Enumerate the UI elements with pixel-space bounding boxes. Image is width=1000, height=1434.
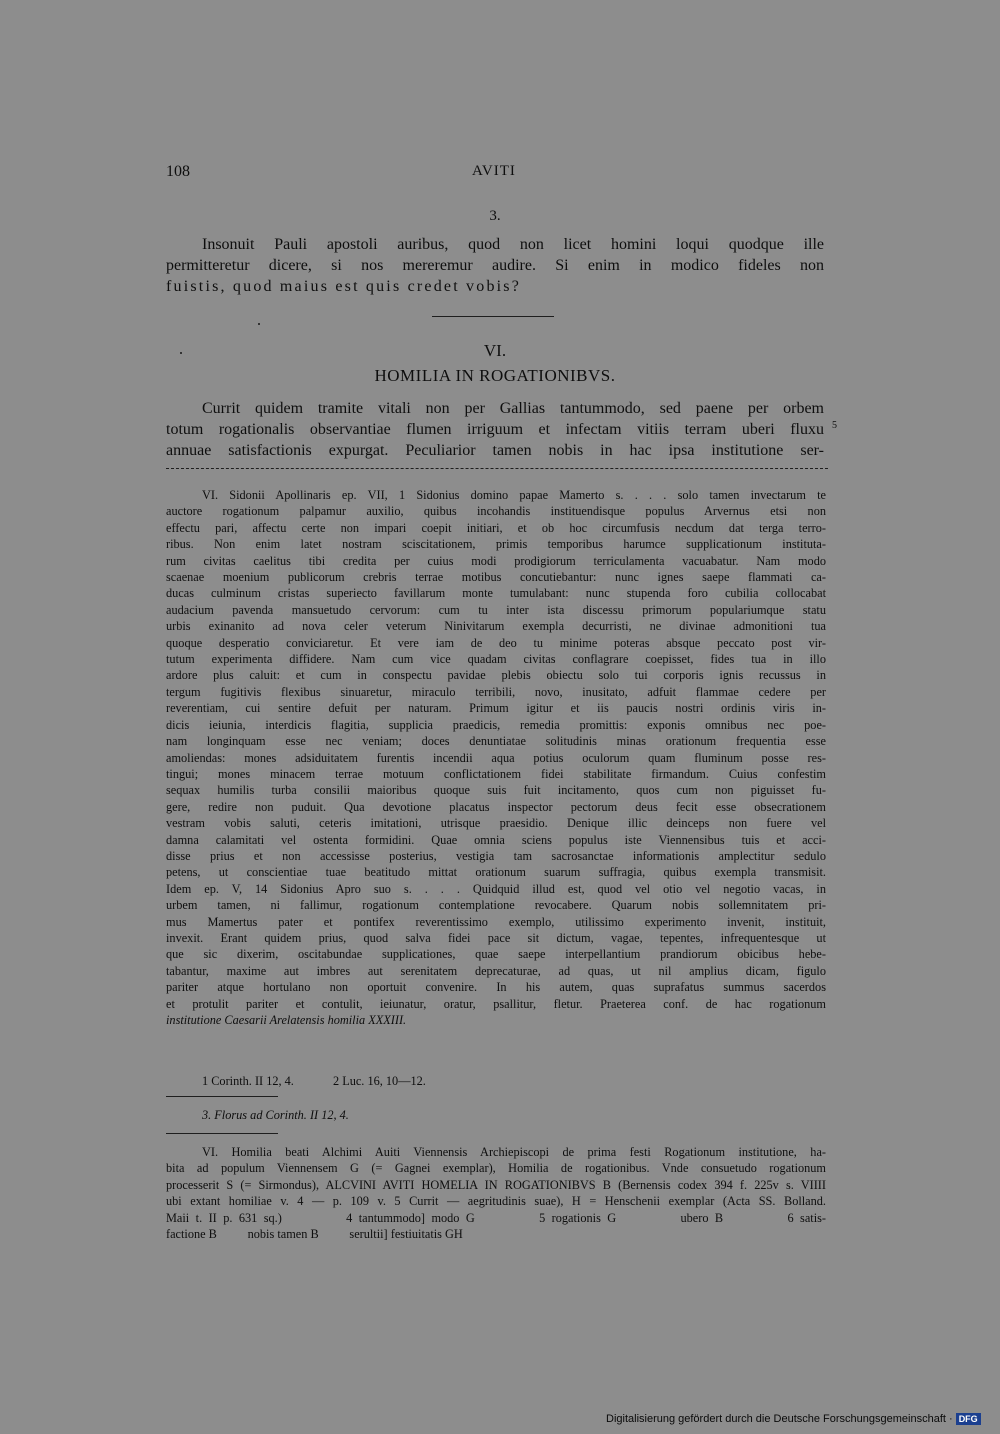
note-line: et protulit pariter et contulit, ieiunatur, oratur, psallitur, fletur. Praeterea conf. de hac rogationum [166,996,826,1011]
note-line: quoque desperatio conviciaretur. Et vere iam de deo tu minime poteras absque peccato post vir- [166,635,826,650]
text-line: Currit quidem tramite vitali non per Gallias tantummodo, sed paene per orbem [202,400,824,417]
scripture-references [166,1073,826,1089]
credit-text: Digitalisierung gefördert durch die Deutsche Forschungsgemeinschaft · [606,1413,953,1425]
florus-note [166,1107,826,1123]
apparatus-line: bita ad populum Viennensem G (= Gagnei exemplar), Homilia de rogationibus. Vnde consuetudo rogationum [166,1161,826,1176]
apparatus-line: VI. Homilia beati Alchimi Auiti Viennensis Archiepiscopi de prima festi Rogationum institutione, ha- [202,1145,826,1159]
digitization-credit [606,1413,981,1425]
note-line: urbis exinanito ad nova celer veterum Ninivitarum exempla decurristi, ne divinae admonitioni tua [166,619,826,634]
note-line: urbem tamen, ni fallimur, rogationum contemplatione revocabere. Quarum nobis sollemnitatem pri- [166,898,826,913]
note-line: disse prius et non accessisse posterius, vestigia tam sacrosanctae informationis amplectitur sedulo [166,848,826,863]
apparatus-line: processerit S (= Sirmondus), ALCVINI AVITI HOMELIA IN ROGATIONIBVS B (Bernensis codex 394 f. 225v s. VIIII [166,1177,826,1192]
reference-2: 2 Luc. 16, 10—12. [332,1074,426,1088]
note-line: rum civitas caelitus tibi credita per cuius modi prodigiorum terriculamenta vacuabatur. Nam modo [166,553,826,568]
apparatus-line: Maii t. II p. 631 sq.) 4 tantummodo] modo G 5 rogationis G ubero B 6 satis- [166,1210,826,1225]
note-line: nam longinquam esse nec veniam; doces denuntiatae solitudinis minas orationum frequentia esse [166,734,826,749]
note-line: mus Mamertus pater et pontifex reverentissimo exemplo, utilissimo experimento invenit, instituit, [166,914,826,929]
note-line: auctore rogationum palpamur auxilio, quibus incohandis instituendisque populus Arvernus etsi non [166,504,826,519]
page-number: 108 [166,163,190,180]
footnote-separator [166,468,828,469]
note-line: dicis ieiunia, interdicis flagitia, supplicia praedicis, remedia promittis: exponis omnibus nec poe- [166,717,826,732]
footnote-separator [166,1096,278,1097]
section-6-text [166,398,824,461]
section-6-number: VI. [483,341,507,360]
footnote-separator [166,1133,278,1134]
note-line: reverentiam, cui sentire defuit per naturam. Primum igitur et iis paucis nostri ordinis viris in- [166,701,826,716]
text-line: permitteretur dicere, si nos mereremur audire. Si enim in modico fideles non [166,257,824,274]
note-line: ardore plus caluit: et cum in conspectu pavidae plebis obiectu solo tui corporis ignis recussus in [166,668,826,683]
note-line: audacium pavenda mansuetudo cervorum: cum tu inter ista discessu primorum populariumque statu [166,602,826,617]
note-line: tingui; mones minacem terrae motuum conflictationem fidei stabilitate firmandum. Cuius confestim [166,766,826,781]
note-line: tutum experimenta diffidere. Nam cum vice quadam civitas conflagrare coepisset, fides tua in illo [166,652,826,667]
apparatus-line: factione B nobis tamen B serultii] festiuitatis GH [166,1227,463,1242]
dfg-logo: DFG [956,1413,981,1425]
note-line: que sic dixerim, oscitabundae supplicationes, quae saepe interpellantium prandiorum obicibus hebe- [166,947,826,962]
note-line: damna calamitati vel ostenta formidini. Quae omnia sciens populus iste Viennensibus tuis et acci- [166,832,826,847]
note-line: amoliendas: mones adsiduitatem furentis incendii aqua potius oculorum quam fluminum posse res- [166,750,826,765]
section-3-text [166,234,824,297]
text-line: annuae satisfactionis expurgat. Peculiarior tamen nobis in hac ipsa institutione ser- [166,442,824,459]
note-line: scaenae moenium publicorum crebris terrae motibus concutiebantur: nunc ignes saepe flammati ca- [166,570,826,585]
note-line: sequax humilis turba consilii maioribus quoque suis fuit incitamento, quos cum non piguisset fu- [166,783,826,798]
note-line: gere, redire non puduit. Qua devotione placatus inspector pectorum deus fecit esse obsecrationem [166,799,826,814]
speck [258,323,260,325]
note-line: institutione Caesarii Arelatensis homilia XXXIII. [166,1013,407,1027]
note-line: ducas culminum cristas superiecto favillarum monte tumulabant: nunc stupenda foro cubilia collocabat [166,586,826,601]
commentary-notes [166,487,826,1028]
note-line: vestram vobis saluti, ceteris imitationi, utrisque praesidio. Denique illic deinceps non fuere vel [166,816,826,831]
florus-reference: 3. Florus ad Corinth. II 12, 4. [202,1108,349,1122]
note-line: Idem ep. V, 14 Sidonius Apro suo s. . . . Quidquid illud est, quod vel otio vel negotio vacas, in [166,881,826,896]
note-line: ribus. Non enim latet nostram sciscitationem, primis temporibus harumce supplicationum instituta- [166,537,826,552]
reference-1: 1 Corinth. II 12, 4. [202,1074,294,1088]
text-line: Insonuit Pauli apostoli auribus, quod non licet homini loqui quodque ille [202,236,824,253]
note-line: effectu pari, affectu certe non impari coepit initiari, et ob hoc circumfusis necdum dat terga terro- [166,520,826,535]
margin-line-number: 5 [832,420,837,431]
note-line: tabantur, maxime aut imbres aut serenitatem deprecaturae, ad quas, ut nil amplius dicam, figulo [166,963,826,978]
note-line: petens, ut conscientiae tuae beatitudo mittat orationum suarum suffragia, quibus exempla transmisit. [166,865,826,880]
section-divider [432,316,554,317]
note-line: VI. Sidonii Apollinaris ep. VII, 1 Sidonius domino papae Mamerto s. . . . solo tamen invectarum te [202,488,826,502]
section-3-number: 3. [489,208,501,224]
section-6-title: HOMILIA IN ROGATIONIBVS. [374,366,616,385]
text-line: totum rogationalis observantiae flumen irriguum et infectam vitiis terram uberi fluxu [166,421,824,438]
apparatus-line: ubi extant homiliae v. 4 — p. 109 v. 5 Currit — aegritudinis suae), H = Henschenii exemplar (Acta SS. Bolland. [166,1194,826,1209]
speck [180,352,182,354]
note-line: invexit. Erant quidem prius, quod salva fidei pace sit dictum, vagae, tepentes, infrequentesque ut [166,930,826,945]
text-line: fuistis, quod maius est quis credet vobis? [166,278,522,295]
note-line: pariter atque hortulano non oportuit convenire. In his autem, quas suprafatus summus sacerdos [166,980,826,995]
critical-apparatus [166,1144,826,1242]
running-head: AVITI [472,163,516,179]
note-line: tergum fugitivis flexibus sinuaretur, miraculo terribili, novo, inusitato, adfuit flammae cedere per [166,684,826,699]
